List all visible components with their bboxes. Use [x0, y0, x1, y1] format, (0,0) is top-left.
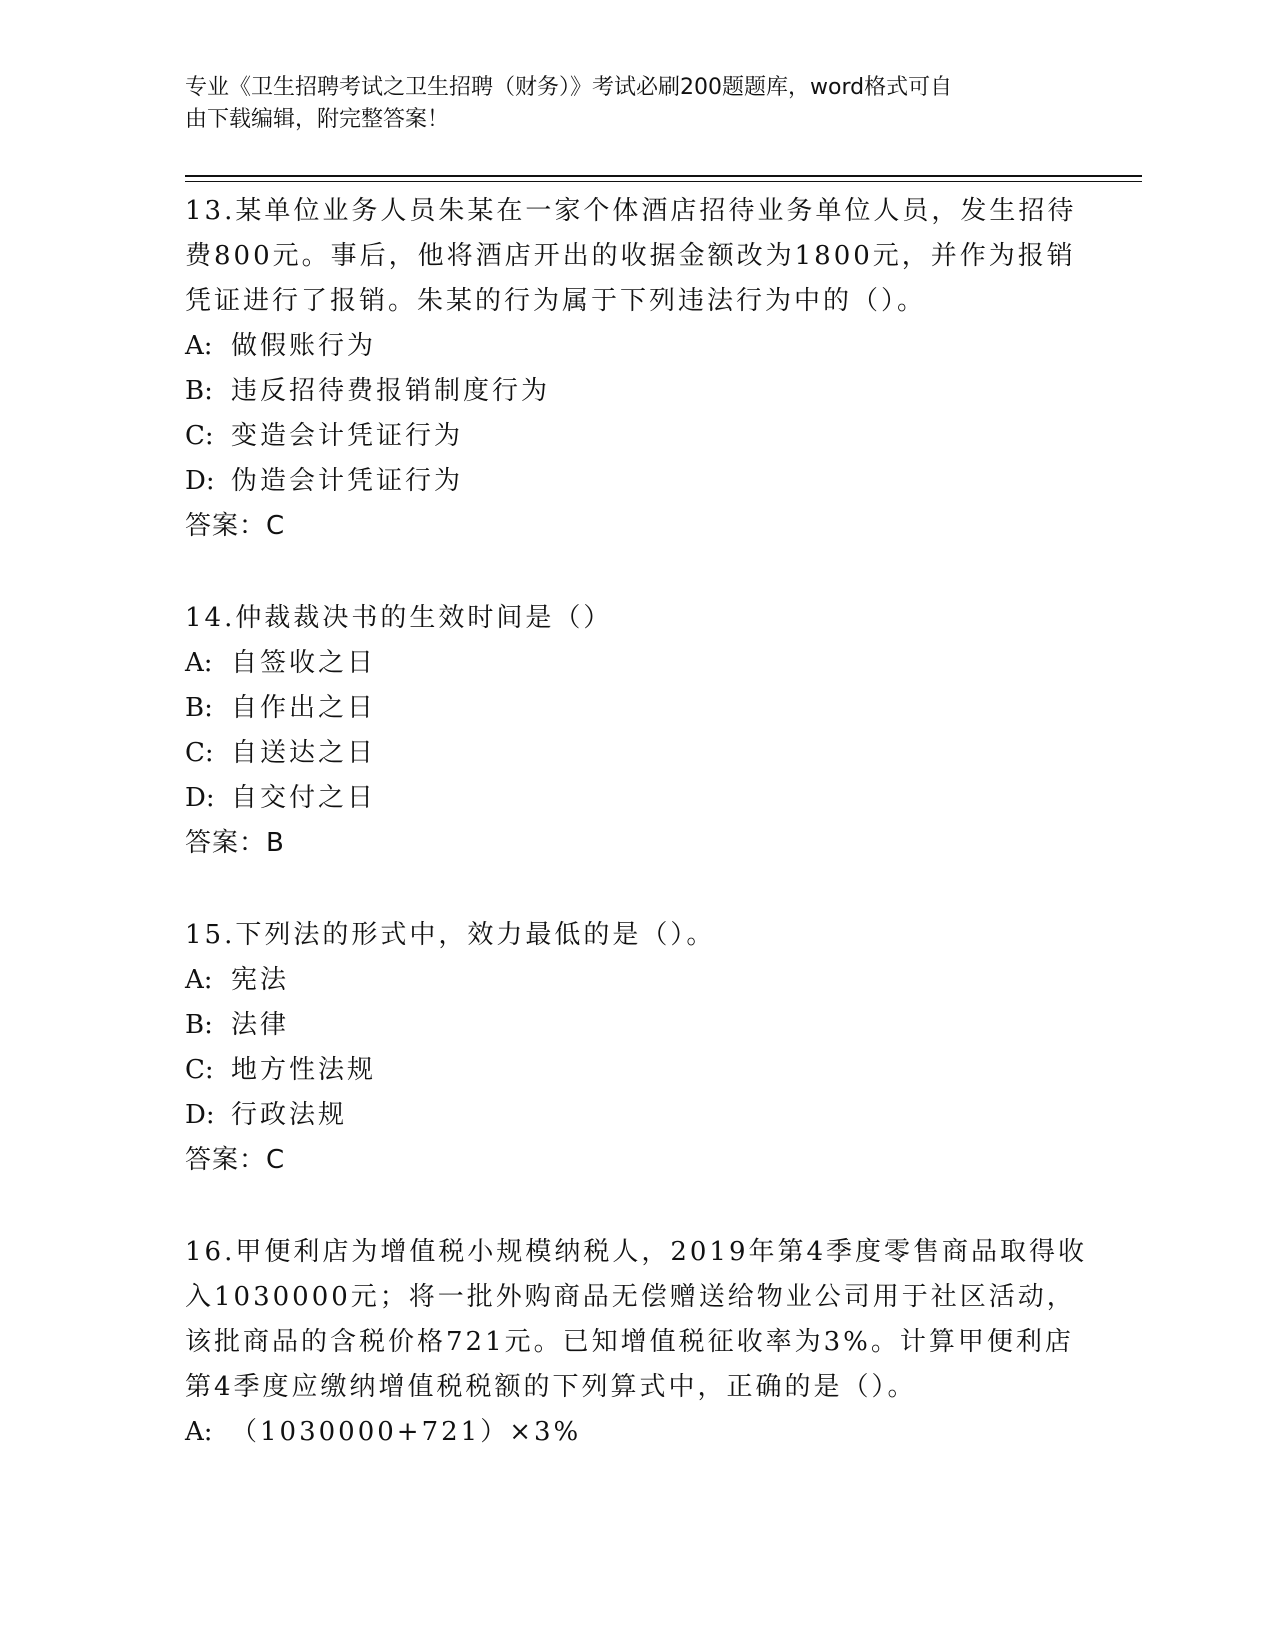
header-divider-thin [185, 181, 1142, 182]
answer-line: 答案：C [185, 511, 286, 541]
question-stem: 该批商品的含税价格721元。已知增值税征收率为3%。计算甲便利店 [185, 1327, 1074, 1357]
option-text: 自作出之日 [231, 693, 377, 723]
option-key: C: [185, 1055, 214, 1085]
option-key: D: [185, 783, 215, 813]
option-b [185, 369, 1085, 414]
question-15 [185, 913, 1085, 1183]
option-key: B: [185, 376, 213, 406]
question-stem: 15.下列法的形式中，效力最低的是（）。 [185, 920, 716, 950]
option-key: A: [185, 1417, 213, 1447]
option-text: 地方性法规 [231, 1055, 377, 1085]
header-line: 专业《卫生招聘考试之卫生招聘（财务）》考试必刷200题题库，word格式可自 [185, 75, 953, 100]
option-text: 宪法 [231, 965, 290, 995]
option-text: 变造会计凭证行为 [231, 421, 464, 451]
question-16 [185, 1230, 1088, 1455]
question-stem: 费800元。事后，他将酒店开出的收据金额改为1800元，并作为报销 [185, 241, 1076, 271]
option-text: 伪造会计凭证行为 [231, 466, 464, 496]
answer-line: 答案：B [185, 828, 285, 858]
option-key: A: [185, 648, 213, 678]
option-key: D: [185, 466, 215, 496]
option-key: D: [185, 1100, 215, 1130]
option-c [185, 731, 1085, 776]
option-b [185, 1003, 1085, 1048]
document-header [185, 72, 1065, 136]
question-stem: 入1030000元；将一批外购商品无偿赠送给物业公司用于社区活动， [185, 1282, 1076, 1312]
option-a [185, 1410, 1085, 1455]
question-stem: 13.某单位业务人员朱某在一家个体酒店招待业务单位人员，发生招待 [185, 196, 1077, 226]
question-14 [185, 596, 1085, 866]
question-13 [185, 189, 1085, 549]
option-text: 法律 [231, 1010, 290, 1040]
option-text: 自交付之日 [231, 783, 377, 813]
header-divider [185, 175, 1142, 177]
option-key: B: [185, 693, 213, 723]
option-a [185, 641, 1085, 686]
option-text: 行政法规 [231, 1100, 348, 1130]
option-text: 违反招待费报销制度行为 [231, 376, 551, 406]
question-stem: 凭证进行了报销。朱某的行为属于下列违法行为中的（）。 [185, 286, 927, 316]
question-list [185, 189, 1088, 1455]
option-text: 自签收之日 [231, 648, 377, 678]
option-key: B: [185, 1010, 213, 1040]
option-key: A: [185, 965, 213, 995]
question-stem: 16.甲便利店为增值税小规模纳税人，2019年第4季度零售商品取得收 [185, 1237, 1088, 1267]
option-c [185, 414, 1085, 459]
header-line: 由下载编辑，附完整答案！ [185, 107, 450, 132]
option-text: 做假账行为 [231, 331, 377, 361]
spacer [185, 1183, 1085, 1230]
option-text: 自送达之日 [231, 738, 377, 768]
option-a [185, 958, 1085, 1003]
option-key: A: [185, 331, 213, 361]
spacer [185, 866, 1085, 913]
option-b [185, 686, 1085, 731]
option-a [185, 324, 1085, 369]
answer-line: 答案：C [185, 1145, 286, 1175]
option-c [185, 1048, 1085, 1093]
option-d [185, 776, 1085, 821]
option-d [185, 1093, 1085, 1138]
option-d [185, 459, 1085, 504]
option-text: （1030000+721）×3% [231, 1417, 582, 1447]
question-stem: 14.仲裁裁决书的生效时间是（） [185, 603, 613, 633]
question-stem: 第4季度应缴纳增值税税额的下列算式中，正确的是（）。 [185, 1372, 917, 1402]
option-key: C: [185, 421, 214, 451]
option-key: C: [185, 738, 214, 768]
spacer [185, 549, 1085, 596]
